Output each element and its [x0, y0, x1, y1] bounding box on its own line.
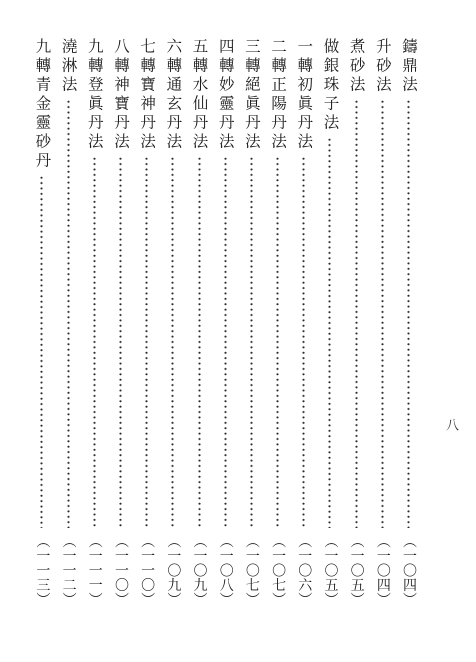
toc-entry — [30, 38, 53, 606]
toc-entry — [318, 38, 341, 606]
table-of-contents — [30, 38, 420, 606]
toc-entry — [397, 38, 420, 606]
toc-entry-page: （一一〇） — [139, 533, 156, 606]
toc-entry-page: （一一二） — [60, 533, 77, 606]
toc-entry-page: （一〇五） — [322, 533, 339, 606]
toc-entry — [188, 38, 211, 606]
toc-entry-title: 五轉水仙丹法 — [190, 38, 209, 152]
toc-entry-title: 六轉通玄丹法 — [164, 38, 183, 152]
dot-leader — [145, 156, 148, 528]
dot-leader — [93, 156, 96, 528]
dot-leader — [328, 137, 331, 528]
toc-entry-title: 七轉寶神丹法 — [138, 38, 157, 152]
toc-entry-page: （一〇九） — [165, 533, 182, 606]
toc-entry — [240, 38, 263, 606]
toc-entry — [371, 38, 394, 606]
toc-entry-title: 二轉正陽丹法 — [269, 38, 288, 152]
toc-entry-title: 三轉絕眞丹法 — [242, 38, 261, 152]
toc-entry — [161, 38, 184, 606]
toc-entry — [266, 38, 289, 606]
toc-entry-title: 鑄鼎法 — [400, 38, 418, 95]
toc-entry — [57, 38, 80, 606]
toc-entry-title: 九轉青金靈砂丹 — [33, 38, 52, 171]
toc-entry-page: （一一一） — [86, 533, 103, 606]
toc-entry — [292, 38, 315, 606]
folio-page-number: 八 — [443, 418, 458, 431]
dot-leader — [119, 156, 122, 528]
dot-leader — [381, 99, 384, 528]
dot-leader — [276, 156, 279, 528]
toc-entry-page: （一一〇） — [112, 533, 129, 606]
dot-leader — [224, 156, 227, 528]
toc-entry-page: （一〇九） — [191, 533, 208, 606]
toc-entry — [214, 38, 237, 606]
dot-leader — [250, 156, 253, 528]
toc-entry-title: 澆淋法 — [59, 38, 78, 95]
toc-entry-page: （一一三） — [34, 533, 51, 606]
dot-leader — [40, 175, 43, 528]
toc-entry-title: 四轉妙靈丹法 — [216, 38, 235, 152]
toc-entry-page: （一〇八） — [217, 533, 234, 606]
dot-leader — [302, 156, 305, 528]
dot-leader — [198, 156, 201, 528]
toc-entry-title: 八轉神寶丹法 — [111, 38, 130, 152]
toc-entry-page: （一〇七） — [243, 533, 260, 606]
toc-entry-title: 一轉初眞丹法 — [295, 38, 314, 152]
toc-entry-title: 九轉登眞丹法 — [85, 38, 104, 152]
toc-entry-title: 升砂法 — [373, 38, 392, 95]
dot-leader — [355, 99, 358, 528]
toc-entry-page: （一〇四） — [374, 533, 391, 606]
toc-entry — [83, 38, 106, 606]
toc-entry-page: （一〇六） — [296, 533, 313, 606]
dot-leader — [67, 99, 70, 528]
dot-leader — [171, 156, 174, 528]
toc-entry-title: 煮砂法 — [347, 38, 366, 95]
toc-entry — [345, 38, 368, 606]
toc-entry-title: 做銀珠子法 — [321, 38, 340, 133]
dot-leader — [407, 99, 410, 528]
toc-entry-page: （一〇四） — [401, 533, 417, 606]
toc-entry — [135, 38, 158, 606]
toc-entry — [109, 38, 132, 606]
toc-entry-page: （一〇七） — [270, 533, 287, 606]
toc-entry-page: （一〇五） — [348, 533, 365, 606]
